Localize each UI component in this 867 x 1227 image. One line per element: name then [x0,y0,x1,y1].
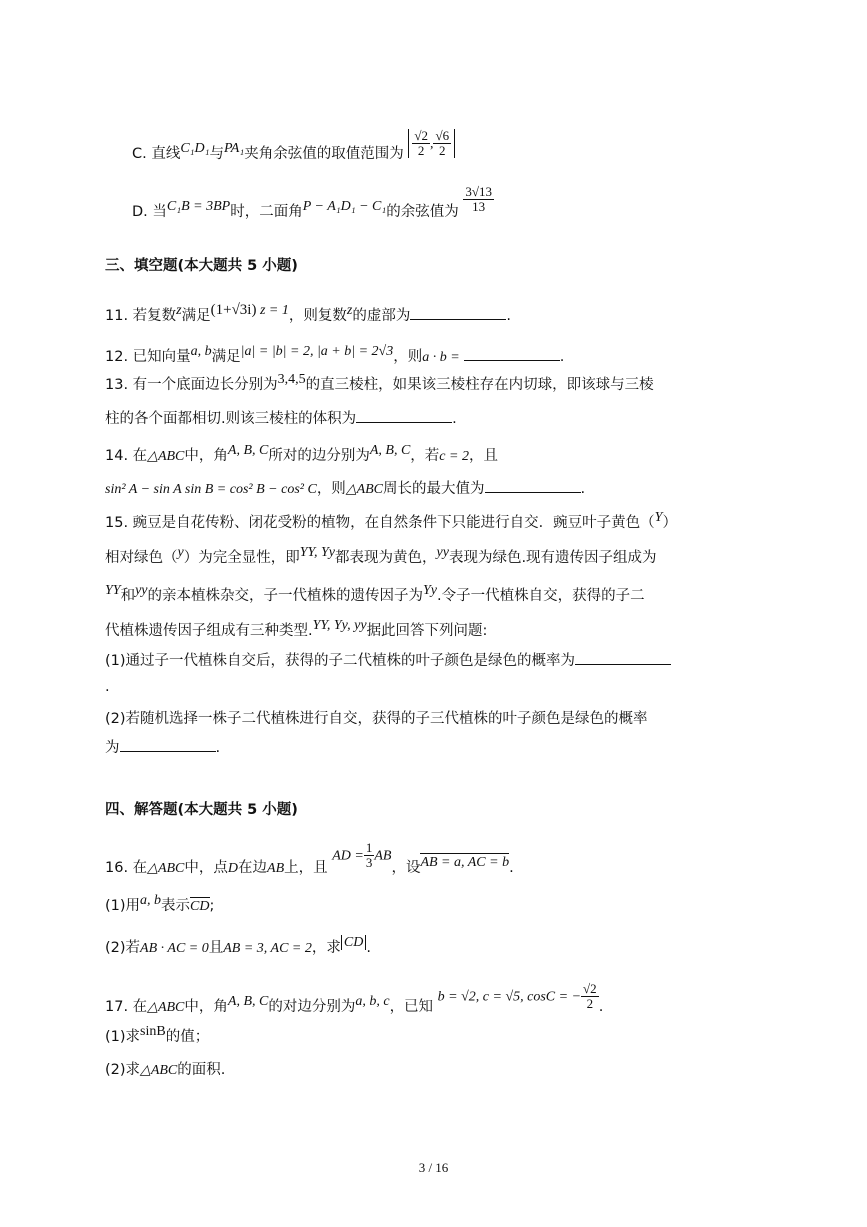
math-expr: (1+√3i) [210,302,257,318]
math-expr: a · b = [422,349,460,365]
math-expr: 3,4,5 [277,372,306,387]
math-expr: z = 1 [256,303,289,318]
text: ，则 [393,348,423,365]
math-expr: sinB [140,1024,166,1039]
q17-condition [438,982,599,1011]
text: 的虚部为 [352,307,411,324]
text: 的余弦值为 [386,203,459,220]
numerator: 3√13 [465,184,492,200]
question-17-sub1 [105,1022,209,1047]
option-c [132,128,455,168]
math-triangle: △ABC [140,1063,178,1078]
math-triangle: △ABC [345,482,384,497]
option-d [132,184,494,226]
text: 的值； [165,1028,210,1045]
text: 表现为绿色.现有遗传因子组成为 [448,549,657,566]
option-label: C. 直线 [132,145,181,162]
text: 的直三棱柱，如果该三棱柱存在内切球，即该球与三棱 [305,376,654,393]
denominator: 2 [417,143,425,159]
math-expr: C₁B = 3BP [166,199,231,214]
math-expr: c = 2 [439,448,469,464]
question-15-line1 [105,508,677,533]
math-var: z [176,303,182,318]
page-number: 3 / 16 [418,1160,449,1175]
denominator: 3 [365,855,373,871]
text: . [598,998,604,1015]
text: 的对边分别为 [268,998,356,1015]
text: 所对的边分别为 [268,447,370,464]
text: 柱的各个面都相切.则该三棱柱的体积为 [105,411,357,427]
math-expr: YY [105,583,121,598]
text: 代植株遗传因子组成有三种类型. [105,622,313,639]
section-heading-3: 三、填空题(本大题共 5 小题) [105,258,298,274]
math-segment: PA₁ [224,141,245,156]
text: 为 [105,740,120,756]
question-17 [105,981,604,1021]
math-expr: P − A₁D₁ − C₁ [302,199,387,214]
text: 在边 [238,859,268,876]
text: 16. 在 [105,859,148,876]
fraction [581,982,599,1011]
text: 且 [208,939,224,956]
question-17-sub2 [105,1060,225,1081]
math-expr: AB · AC = 0 [140,940,209,956]
math-expr: b = √2, c = √5, cosC = − [437,989,582,1005]
text: 满足 [211,348,241,365]
question-13-line1 [105,370,654,395]
text: . [509,859,514,876]
text: 表示 [161,897,191,914]
text: 的亲本植株杂交，子一代植株的遗传因子为 [147,587,424,604]
text: ） [662,514,677,531]
text: 满足 [181,307,211,324]
question-14-line1 [105,441,498,467]
text: 中，角 [184,447,228,464]
answer-blank [464,346,560,361]
interval: $\frac{√2}{2}$ , $\frac{√6}{2}$ [408,129,455,158]
question-15-sub1-end: . [105,679,110,695]
math-vectors: a, b [140,893,162,908]
text: .令子一代植株自交，获得的子二 [437,587,645,604]
text: . [580,481,586,497]
question-11 [105,300,511,326]
text: 时，二面角 [230,203,303,220]
math-segment: C₁D₁ [180,141,210,156]
text: (2)若 [105,939,141,956]
text: 与 [209,145,225,162]
text: ，若 [410,447,440,464]
math-triangle: △ABC [147,860,185,876]
question-13-line2 [105,408,457,429]
math-expr: YY, Yy, yy [312,618,367,633]
math-expr: yy [436,545,449,560]
fraction [463,185,494,214]
fraction [433,129,451,158]
text: 据此回答下列问题: [366,622,488,639]
math-sides: a, b, c [355,994,390,1009]
text: 中，点 [184,859,228,876]
fraction [364,841,375,870]
math-angles: A, B, C [227,443,269,458]
text: ）为完全显性，即 [183,549,300,566]
math-expr: AB = 3, AC = 2 [223,940,312,956]
text: 11. 若复数 [105,307,177,324]
math-var: D [227,860,239,876]
math-angles: A, B, C [227,994,269,1009]
math-var: y [177,545,184,560]
text: 14. 在 [105,447,148,464]
math-var: z [346,303,353,318]
text: 相对绿色（ [105,549,178,566]
answer-blank [356,408,452,423]
math-vectors: a, b [190,344,212,359]
math-expr: AD = [332,848,364,864]
question-12 [105,342,564,368]
text: 13. 有一个底面边长分别为 [105,376,278,393]
text: 15. 豌豆是自花传粉、闭花受粉的植物，在自然条件下只能进行自交．豌豆叶子黄色（ [105,514,655,531]
text: . [506,307,511,324]
math-equation: sin² A − sin A sin B = cos² B − cos² C [105,482,317,497]
question-15-line4 [105,616,487,641]
question-15-line3 [105,581,645,606]
text: ，设 [391,859,421,876]
text: 12. 已知向量 [105,348,191,365]
text: (1)通过子一代植株自交后，获得的子二代植株的叶子颜色是绿色的概率为 [105,653,576,669]
question-14-line2 [105,478,585,500]
text: 和 [120,587,136,604]
numerator: 1 [365,840,373,856]
math-expr: AB [374,848,392,864]
question-15-sub2-line2 [105,737,220,758]
numerator: √6 [435,128,450,144]
section-heading-4: 四、解答题(本大题共 5 小题) [105,802,298,818]
denominator: 13 [472,199,486,215]
math-expr: AB = a, AC = b [420,855,510,870]
text: (2)求 [105,1062,141,1078]
text: 夹角余弦值的取值范围为 [244,145,404,162]
question-15-line2 [105,543,657,568]
denominator: 2 [439,143,446,159]
text: . [559,348,565,365]
text: . [366,939,371,956]
text: . [452,411,457,427]
option-label: D. 当 [132,203,167,220]
math-triangle: △ABC [147,999,185,1015]
math-sides: A, B, C [369,443,411,458]
text: 周长的最大值为 [383,481,485,497]
answer-blank [120,737,216,752]
question-15-sub2: (2)若随机选择一株子二代植株进行自交，获得的子三代植株的叶子颜色是绿色的概率 [105,711,648,727]
question-16 [105,840,514,882]
text: . [215,740,221,756]
question-16-sub1 [105,891,214,917]
math-expr: Yy [423,583,438,598]
math-vector: CD [190,898,210,914]
text: ，求 [311,939,341,956]
text: ，且 [468,447,498,464]
math-vector-magnitude: CD [341,935,366,950]
answer-blank [485,478,581,493]
fraction [412,129,430,158]
answer-blank [410,305,506,320]
numerator: √2 [583,981,597,997]
math-var: Y [654,510,663,525]
text: ，则 [316,481,346,497]
text: ; [209,897,215,914]
text: 17. 在 [105,998,148,1015]
text: (1)用 [105,897,141,914]
text: 上，且 [284,859,328,876]
text: 的面积. [177,1062,226,1078]
text: (1)求 [105,1028,141,1045]
answer-blank [575,650,671,665]
math-expr: |a| = |b| = 2, |a + b| = 2√3 [240,344,394,359]
text: 都表现为黄色， [335,549,437,566]
text: ，已知 [389,998,434,1015]
text: 中，角 [184,998,228,1015]
numerator: √2 [414,128,428,144]
ad-formula [332,841,391,870]
math-triangle: △ABC [147,448,185,464]
math-expr: yy [135,583,148,598]
question-16-sub2 [105,933,371,959]
denominator: 2 [586,996,594,1012]
question-15-sub1 [105,650,671,671]
math-expr: YY, Yy [299,545,336,560]
text: ，则复数 [288,307,347,324]
math-expr: AB [267,860,285,876]
